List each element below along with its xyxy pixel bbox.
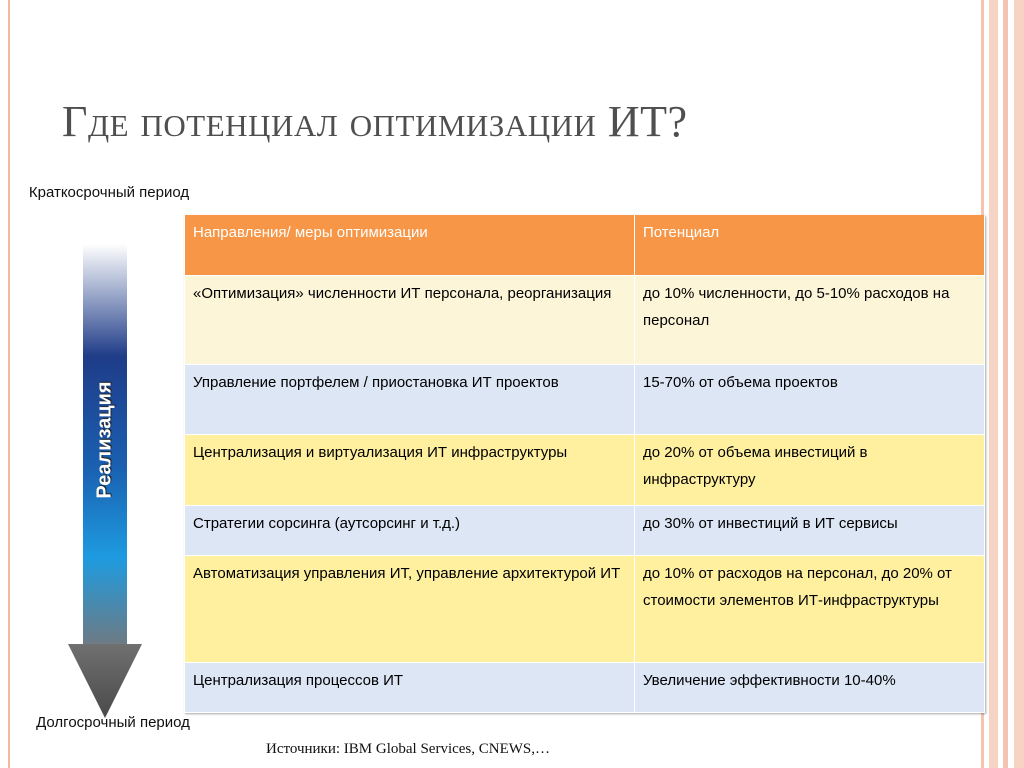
- optimization-table: [184, 215, 985, 713]
- cell-potential: до 30% от инвестиций в ИТ сервисы: [635, 505, 985, 555]
- arrow-head: [68, 644, 142, 718]
- table-row: [185, 505, 985, 555]
- long-term-label: Долгосрочный период: [36, 714, 190, 731]
- arrow-label: Реализация: [93, 381, 116, 499]
- cell-potential: до 20% от объема инвестиций в инфраструктуру: [635, 435, 985, 505]
- cell-measure: Автоматизация управления ИТ, управление архитектурой ИТ: [185, 555, 635, 662]
- header-potential: Потенциал: [635, 215, 985, 276]
- header-measures: Направления/ меры оптимизации: [185, 215, 635, 276]
- cell-potential: 15-70% от объема проектов: [635, 364, 985, 434]
- source-note: Источники: IBM Global Services, CNEWS,…: [266, 741, 551, 757]
- short-term-label: Краткосрочный период: [28, 184, 190, 201]
- cell-measure: Управление портфелем / приостановка ИТ проектов: [185, 364, 635, 434]
- slide-frame-line: [8, 0, 10, 768]
- table-header-row: [185, 215, 985, 276]
- slide-title: Где потенциал оптимизации ИТ?: [62, 97, 688, 146]
- cell-measure: Централизация и виртуализация ИТ инфраструктуры: [185, 435, 635, 505]
- cell-potential: Увеличение эффективности 10-40%: [635, 662, 985, 712]
- table-row: [185, 364, 985, 434]
- cell-measure: «Оптимизация» численности ИТ персонала, реорганизация: [185, 276, 635, 365]
- cell-measure: Централизация процессов ИТ: [185, 662, 635, 712]
- table-row: [185, 555, 985, 662]
- cell-measure: Стратегии сорсинга (аутсорсинг и т.д.): [185, 505, 635, 555]
- table-row: [185, 276, 985, 365]
- cell-potential: до 10% численности, до 5-10% расходов на персонал: [635, 276, 985, 365]
- table-row: [185, 435, 985, 505]
- cell-potential: до 10% от расходов на персонал, до 20% от стоимости элементов ИТ-инфраструктуры: [635, 555, 985, 662]
- table-row: [185, 662, 985, 712]
